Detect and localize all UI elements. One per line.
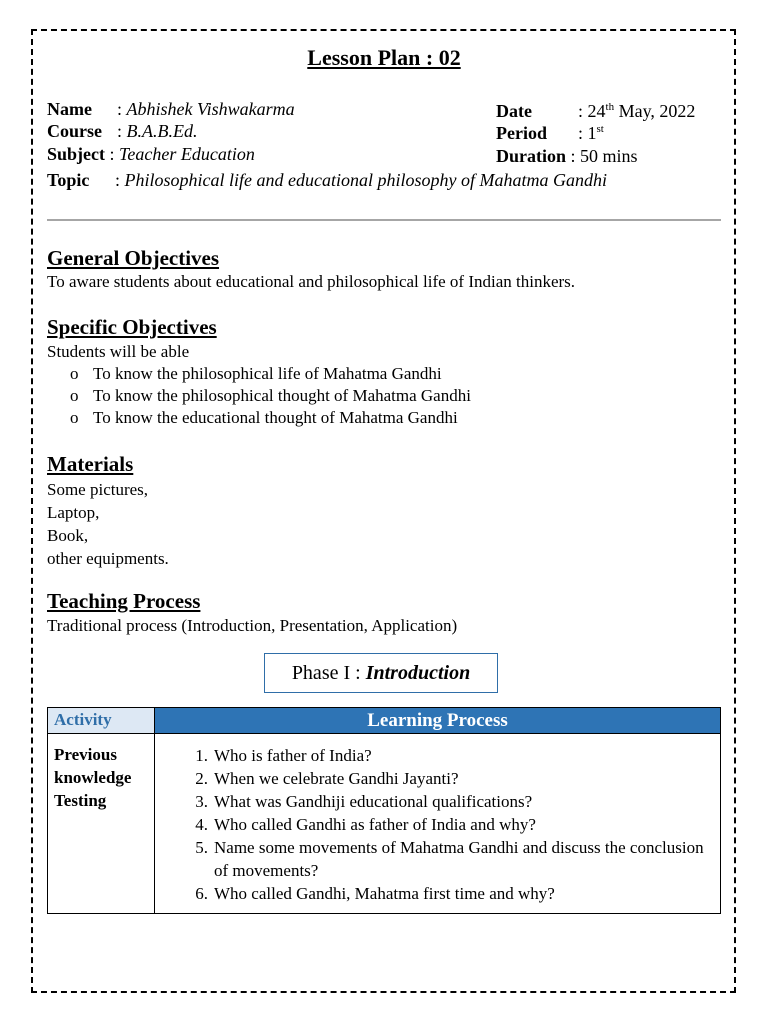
general-objectives-text: To aware students about educational and philosophical life of Indian thinkers. (47, 272, 576, 291)
materials-item: Laptop, (47, 503, 100, 522)
phase-prefix: Phase I : (291, 662, 366, 684)
item-number: 5. (195, 838, 208, 857)
item-text: What was Gandhiji educational qualifications? (214, 792, 533, 811)
item-number: 2. (195, 769, 208, 788)
specific-objectives-intro: Students will be able (47, 342, 190, 361)
item-text: When we celebrate Gandhi Jayanti? (214, 769, 459, 788)
bullet-marker: o (70, 364, 79, 383)
period-value: 1 (587, 123, 597, 143)
course-value: B.A.B.Ed. (126, 121, 198, 141)
learning-process-column-header: Learning Process (155, 708, 720, 734)
activity-line: knowledge (54, 768, 132, 787)
teaching-process-text: Traditional process (Introduction, Presentation, Application) (47, 616, 458, 635)
list-item (178, 790, 718, 813)
period-label: Period (496, 123, 547, 143)
objective-text: To know the philosophical life of Mahatma Gandhi (93, 364, 442, 383)
date-day: 24 (587, 101, 606, 121)
duration-separator: : (570, 146, 576, 166)
subject-row (47, 144, 255, 165)
date-label: Date (496, 101, 532, 121)
date-superscript: th (605, 101, 615, 113)
bullet-marker: o (70, 386, 79, 405)
specific-objectives-heading: Specific Objectives (47, 315, 217, 339)
materials-item: other equipments. (47, 549, 169, 568)
item-text: Who called Gandhi as father of India and why? (214, 815, 536, 834)
horizontal-divider (47, 219, 721, 221)
item-number: 3. (195, 792, 208, 811)
topic-row (47, 170, 607, 191)
list-item (178, 836, 718, 882)
list-item (178, 744, 718, 767)
teaching-process-heading: Teaching Process (47, 589, 201, 613)
column-divider (154, 734, 155, 913)
topic-separator: : (115, 170, 121, 190)
phase-label-box (264, 653, 498, 693)
duration-value: 50 mins (580, 146, 638, 166)
name-label: Name (47, 99, 92, 119)
name-value: Abhishek Vishwakarma (126, 99, 295, 119)
item-number: 4. (195, 815, 208, 834)
topic-label: Topic (47, 170, 90, 190)
item-text: Who called Gandhi, Mahatma first time and why? (214, 884, 555, 903)
subject-value: Teacher Education (119, 144, 255, 164)
page-title: Lesson Plan : 02 (307, 45, 461, 70)
bullet-marker: o (70, 408, 79, 427)
item-text: Who is father of India? (214, 746, 372, 765)
list-item (70, 385, 471, 407)
course-label: Course (47, 121, 102, 141)
period-row (496, 123, 604, 144)
list-item (70, 363, 471, 385)
materials-item: Book, (47, 526, 89, 545)
period-superscript: st (596, 123, 604, 135)
activity-line: Testing (54, 791, 107, 810)
item-number: 1. (195, 746, 208, 765)
date-separator: : (578, 101, 584, 121)
item-number: 6. (195, 884, 208, 903)
list-item (178, 767, 718, 790)
subject-separator: : (109, 144, 115, 164)
activity-column-header: Activity (48, 708, 155, 734)
objective-text: To know the educational thought of Mahatma Gandhi (93, 408, 458, 427)
activity-cell (54, 743, 152, 812)
duration-row (496, 146, 638, 167)
phase-name: Introduction (365, 662, 471, 684)
name-row (47, 99, 295, 120)
course-row (47, 121, 198, 142)
subject-label: Subject (47, 144, 105, 164)
course-separator: : (117, 121, 123, 141)
list-item (70, 407, 471, 429)
list-item (178, 813, 718, 836)
materials-item: Some pictures, (47, 480, 149, 499)
learning-process-table (47, 707, 721, 914)
date-row (496, 101, 695, 122)
specific-objectives-list (70, 363, 471, 429)
materials-list (47, 478, 169, 570)
list-item (178, 882, 718, 905)
date-month-year: May, 2022 (614, 101, 696, 121)
duration-label: Duration (496, 146, 567, 166)
activity-line: Previous (54, 745, 117, 764)
period-separator: : (578, 123, 584, 143)
learning-process-list (178, 744, 718, 905)
item-text: Name some movements of Mahatma Gandhi and discuss the conclusion of movements? (214, 838, 704, 880)
materials-heading: Materials (47, 452, 134, 476)
topic-value: Philosophical life and educational philosophy of Mahatma Gandhi (124, 170, 607, 190)
general-objectives-heading: General Objectives (47, 246, 220, 270)
objective-text: To know the philosophical thought of Mahatma Gandhi (93, 386, 471, 405)
name-separator: : (117, 99, 123, 119)
